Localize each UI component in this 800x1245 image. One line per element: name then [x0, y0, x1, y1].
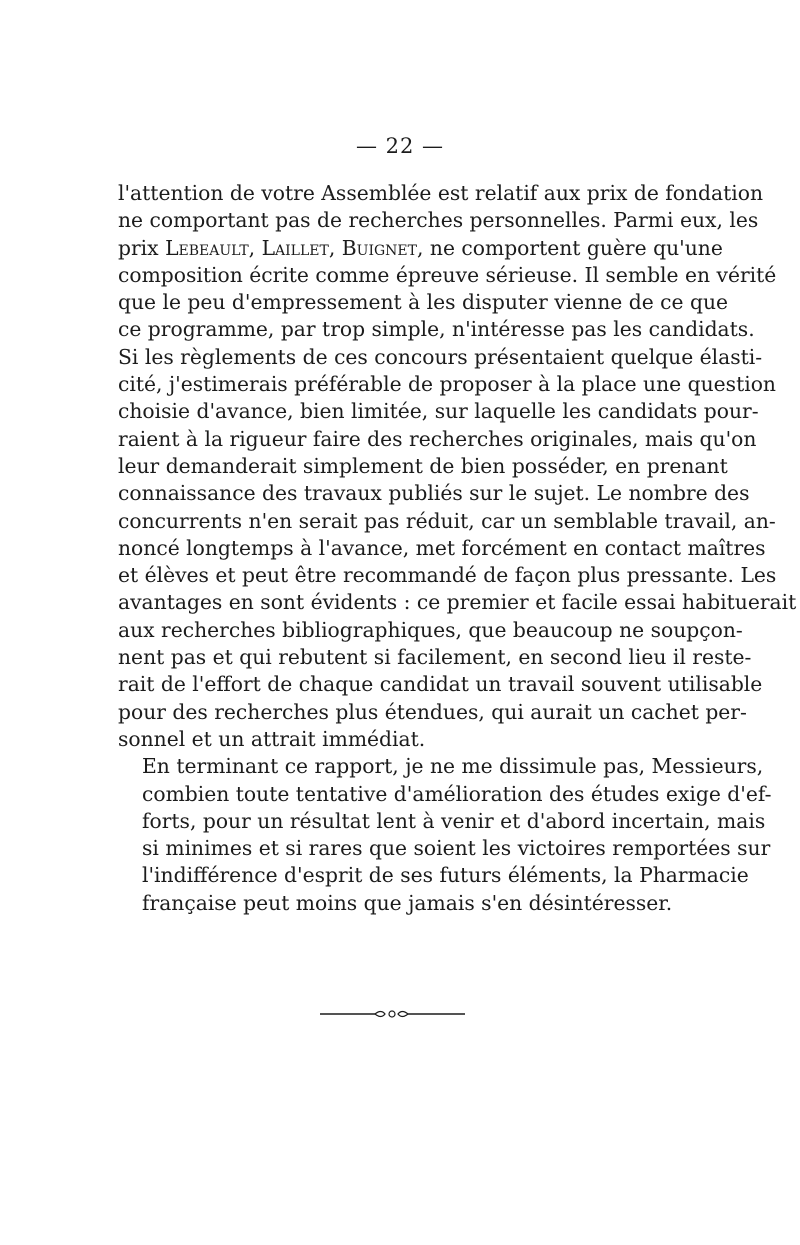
text-line	[118, 699, 747, 726]
text-run: concurrents n'en serait pas réduit, car un semblable travail, an-	[118, 508, 776, 533]
text-run: et élèves et peut être recommandé de façon plus pressante. Les	[118, 563, 777, 588]
text-line	[118, 344, 763, 371]
text-line	[118, 562, 777, 589]
end-fleuron-icon	[320, 1004, 470, 1024]
text-run: combien toute tentative d'amélioration des études exige d'ef-	[142, 781, 772, 806]
text-run: aux recherches bibliographiques, que beaucoup ne soupçon-	[118, 617, 743, 642]
text-run: leur demanderait simplement de bien posséder, en prenant	[118, 453, 728, 478]
text-line	[118, 398, 759, 425]
text-run: forts, pour un résultat lent à venir et d'abord incertain, mais	[142, 808, 766, 833]
text-run: prix	[118, 235, 166, 260]
text-line	[118, 617, 743, 644]
text-line	[118, 289, 729, 316]
text-run: pour des recherches plus étendues, qui aurait un cachet per-	[118, 699, 747, 724]
text-run: nent pas et qui rebutent si facilement, en second lieu il reste-	[118, 645, 752, 670]
text-line	[118, 808, 766, 835]
text-line	[118, 235, 723, 262]
text-run: , ne comportent guère qu'une	[416, 235, 723, 260]
text-line	[118, 316, 755, 343]
text-run: En terminant ce rapport, je ne me dissimule pas, Messieurs,	[142, 754, 764, 779]
text-run: Si les règlements de ces concours présentaient quelque élasti-	[118, 344, 763, 369]
text-line	[118, 426, 757, 453]
text-line	[118, 781, 772, 808]
paragraph	[118, 180, 797, 753]
text-run: française peut moins que jamais s'en désintéresser.	[142, 890, 673, 915]
text-run: choisie d'avance, bien limitée, sur laquelle les candidats pour-	[118, 399, 759, 424]
text-line	[118, 671, 763, 698]
text-run: composition écrite comme épreuve sérieuse. Il semble en vérité	[118, 262, 777, 287]
text-run: ,	[328, 235, 342, 260]
text-line	[118, 726, 670, 753]
text-line	[118, 890, 673, 917]
text-run: sonnel et un attrait immédiat.	[118, 726, 426, 751]
text-run: ,	[248, 235, 262, 260]
page-number: — 22 —	[355, 134, 445, 158]
body-text	[118, 180, 797, 917]
small-caps-name: Laillet	[261, 235, 329, 260]
text-run: connaissance des travaux publiés sur le sujet. Le nombre des	[118, 481, 750, 506]
text-run: l'indifférence d'esprit de ses futurs éléments, la Pharmacie	[142, 863, 749, 888]
text-run: noncé longtemps à l'avance, met forcément en contact maîtres	[118, 535, 766, 560]
text-run: ne comportant pas de recherches personnelles. Parmi eux, les	[118, 208, 759, 233]
small-caps-name: Lebeault	[165, 235, 249, 260]
text-run: l'attention de votre Assemblée est relatif aux prix de fondation	[118, 181, 764, 205]
paragraph	[118, 753, 772, 917]
text-run: rait de l'effort de chaque candidat un travail souvent utilisable	[118, 672, 763, 697]
text-line	[118, 480, 750, 507]
text-line	[118, 262, 777, 289]
text-run: ce programme, par trop simple, n'intéresse pas les candidats.	[118, 317, 755, 342]
text-line	[118, 753, 764, 780]
text-run: avantages en sont évidents : ce premier et facile essai habituerait	[118, 590, 797, 615]
text-line	[118, 862, 749, 889]
text-run: cité, j'estimerais préférable de proposer à la place une question	[118, 372, 776, 397]
text-run: que le peu d'empressement à les disputer vienne de ce que	[118, 290, 729, 315]
text-run: si minimes et si rares que soient les victoires remportées sur	[142, 836, 771, 861]
text-line	[118, 644, 752, 671]
text-line	[118, 207, 759, 234]
text-run: raient à la rigueur faire des recherches originales, mais qu'on	[118, 426, 757, 451]
text-line	[118, 371, 776, 398]
text-line	[118, 589, 797, 616]
text-line	[118, 835, 771, 862]
text-line	[118, 508, 776, 535]
text-line	[118, 180, 764, 207]
text-line	[118, 453, 728, 480]
small-caps-name: Buignet	[341, 235, 417, 260]
text-line	[118, 535, 766, 562]
